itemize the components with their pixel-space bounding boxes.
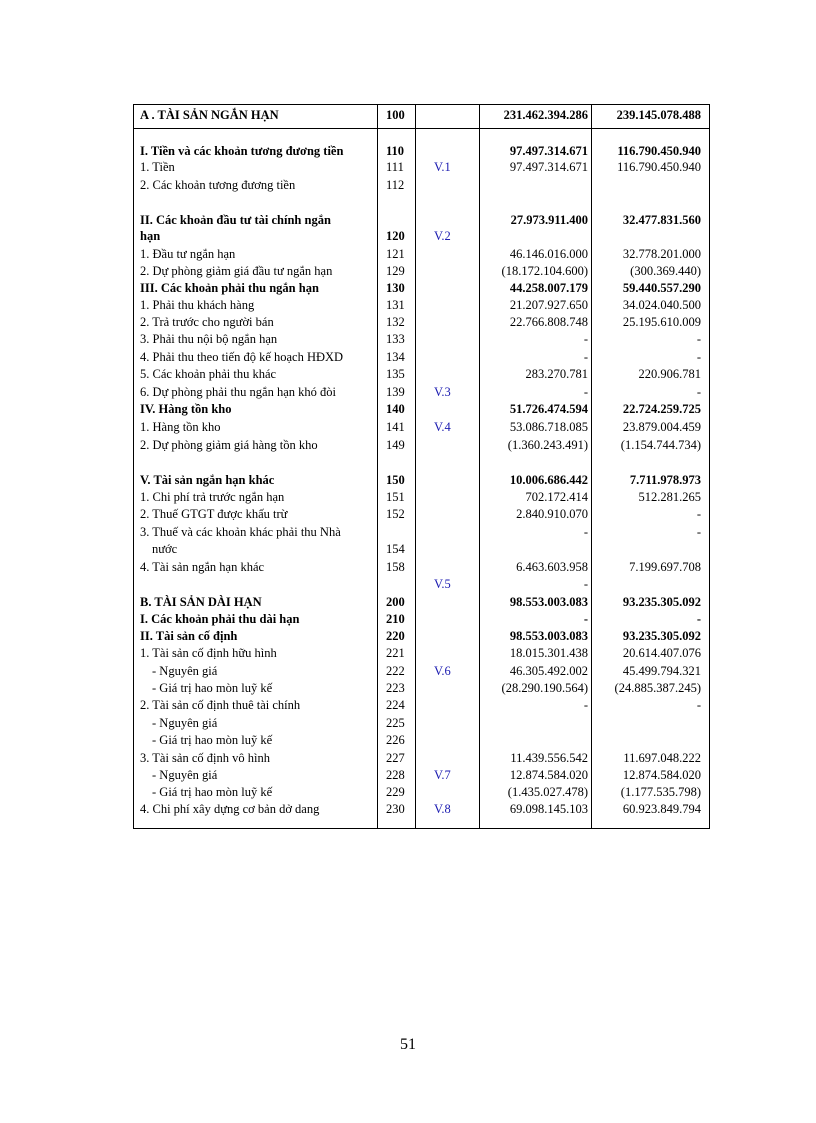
row-value-end-of-period: (28.290.190.564) — [501, 681, 588, 695]
row-label: V. Tài sản ngắn hạn khác — [140, 473, 275, 487]
row-note-ref: V.1 — [434, 160, 451, 174]
row-label: - Giá trị hao mòn luỹ kế — [152, 785, 273, 799]
row-code: 135 — [386, 367, 405, 381]
row-label: 2. Dự phòng giảm giá hàng tồn kho — [140, 438, 318, 452]
row-value-beginning-of-year: 116.790.450.940 — [617, 144, 701, 158]
row-code: 223 — [386, 681, 405, 695]
row-code: 100 — [386, 108, 405, 122]
row-code: 229 — [386, 785, 405, 799]
row-code: 158 — [386, 560, 405, 574]
row-note-ref: V.2 — [434, 229, 451, 243]
row-code: 150 — [386, 473, 405, 487]
row-value-beginning-of-year: - — [696, 350, 701, 364]
row-value-beginning-of-year: 116.790.450.940 — [617, 160, 701, 174]
row-label: - Nguyên giá — [152, 664, 218, 678]
row-value-end-of-period: - — [583, 385, 588, 399]
row-code: 134 — [386, 350, 405, 364]
row-label: - Giá trị hao mòn luỹ kế — [152, 733, 273, 747]
row-value-end-of-period: 46.305.492.002 — [509, 664, 588, 678]
row-value-end-of-period: (18.172.104.600) — [501, 264, 588, 278]
row-value-end-of-period: 11.439.556.542 — [510, 751, 588, 765]
row-value-end-of-period: 53.086.718.085 — [509, 420, 588, 434]
row-label: 1. Đầu tư ngắn hạn — [140, 247, 236, 261]
row-value-beginning-of-year: - — [696, 698, 701, 712]
row-label: 1. Tài sản cố định hữu hình — [140, 646, 277, 660]
row-label: 4. Tài sản ngắn hạn khác — [140, 560, 265, 574]
row-value-beginning-of-year: 93.235.305.092 — [622, 629, 701, 643]
row-code: 227 — [386, 751, 405, 765]
page-number: 51 — [400, 1036, 416, 1053]
row-value-beginning-of-year: (300.369.440) — [630, 264, 701, 278]
balance-sheet-table — [133, 104, 710, 829]
row-value-end-of-period: - — [583, 332, 588, 346]
row-label: I. Các khoản phải thu dài hạn — [140, 612, 300, 626]
row-value-beginning-of-year: - — [696, 525, 701, 539]
row-label: 3. Thuế và các khoản khác phải thu Nhà — [140, 525, 341, 539]
row-code: 224 — [386, 698, 405, 712]
row-code: 131 — [386, 298, 405, 312]
row-value-end-of-period: 97.497.314.671 — [509, 144, 588, 158]
row-value-beginning-of-year: 7.711.978.973 — [629, 473, 701, 487]
row-code: 230 — [386, 802, 405, 816]
row-code: 139 — [386, 385, 405, 399]
row-label: 1. Tiền — [140, 160, 175, 174]
row-label: II. Các khoản đầu tư tài chính ngắn — [140, 213, 331, 227]
column-divider-value2 — [591, 105, 592, 828]
row-value-end-of-period: 44.258.007.179 — [509, 281, 588, 295]
row-value-end-of-period: 21.207.927.650 — [509, 298, 588, 312]
row-value-beginning-of-year: 22.724.259.725 — [622, 402, 701, 416]
row-code: 222 — [386, 664, 405, 678]
row-value-beginning-of-year: (24.885.387.245) — [614, 681, 701, 695]
row-value-beginning-of-year: 60.923.849.794 — [622, 802, 701, 816]
row-value-end-of-period: 283.270.781 — [525, 367, 588, 381]
row-value-end-of-period: 27.973.911.400 — [510, 213, 588, 227]
row-code: 121 — [386, 247, 405, 261]
row-value-end-of-period: (1.435.027.478) — [507, 785, 588, 799]
row-value-end-of-period: - — [583, 350, 588, 364]
row-code: 200 — [386, 595, 405, 609]
row-label: 2. Trả trước cho người bán — [140, 315, 274, 329]
row-label: 2. Thuế GTGT được khấu trừ — [140, 507, 288, 521]
row-code: 220 — [386, 629, 405, 643]
header-row-divider — [134, 128, 709, 129]
row-label: 2. Dự phòng giảm giá đầu tư ngắn hạn — [140, 264, 333, 278]
row-label: 1. Phải thu khách hàng — [140, 298, 255, 312]
row-code: 130 — [386, 281, 405, 295]
row-label: I. Tiền và các khoản tương đương tiền — [140, 144, 344, 158]
row-code: 225 — [386, 716, 405, 730]
row-code: 141 — [386, 420, 405, 434]
row-label: hạn — [140, 229, 161, 243]
row-label: A . TÀI SẢN NGẮN HẠN — [140, 108, 279, 122]
row-code: 132 — [386, 315, 405, 329]
row-note-ref: V.7 — [434, 768, 451, 782]
row-code: 210 — [386, 612, 405, 626]
row-label: 1. Hàng tồn kho — [140, 420, 221, 434]
row-code: 133 — [386, 332, 405, 346]
row-value-end-of-period: - — [583, 577, 588, 591]
row-value-beginning-of-year: 20.614.407.076 — [622, 646, 701, 660]
row-value-end-of-period: 97.497.314.671 — [509, 160, 588, 174]
row-value-end-of-period: - — [583, 525, 588, 539]
row-value-end-of-period: 6.463.603.958 — [516, 560, 588, 574]
row-value-beginning-of-year: (1.154.744.734) — [620, 438, 701, 452]
row-note-ref: V.3 — [434, 385, 451, 399]
row-value-end-of-period: 18.015.301.438 — [509, 646, 588, 660]
row-value-beginning-of-year: 45.499.794.321 — [622, 664, 701, 678]
row-label: 2. Tài sản cố định thuê tài chính — [140, 698, 301, 712]
row-label: - Nguyên giá — [152, 768, 218, 782]
row-code: 154 — [386, 542, 405, 556]
row-code: 110 — [386, 144, 405, 158]
row-note-ref: V.4 — [434, 420, 451, 434]
row-value-end-of-period: 46.146.016.000 — [509, 247, 588, 261]
row-code: 120 — [386, 229, 405, 243]
row-label: 3. Phải thu nội bộ ngắn hạn — [140, 332, 278, 346]
row-value-end-of-period: 231.462.394.286 — [503, 108, 588, 122]
row-value-end-of-period: 98.553.003.083 — [509, 595, 588, 609]
row-value-beginning-of-year: 59.440.557.290 — [622, 281, 701, 295]
row-label: B. TÀI SẢN DÀI HẠN — [140, 595, 262, 609]
row-label: 1. Chi phí trả trước ngắn hạn — [140, 490, 285, 504]
row-code: 228 — [386, 768, 405, 782]
row-value-beginning-of-year: 23.879.004.459 — [622, 420, 701, 434]
row-value-end-of-period: - — [583, 612, 588, 626]
row-value-beginning-of-year: 34.024.040.500 — [622, 298, 701, 312]
row-value-beginning-of-year: 512.281.265 — [638, 490, 701, 504]
row-value-end-of-period: 2.840.910.070 — [516, 507, 588, 521]
row-note-ref: V.6 — [434, 664, 451, 678]
row-value-beginning-of-year: (1.177.535.798) — [620, 785, 701, 799]
row-value-beginning-of-year: 32.477.831.560 — [622, 213, 701, 227]
row-code: 221 — [386, 646, 405, 660]
column-divider-code — [377, 105, 378, 828]
row-value-beginning-of-year: - — [696, 612, 701, 626]
row-value-end-of-period: 22.766.808.748 — [509, 315, 588, 329]
row-code: 111 — [386, 160, 404, 174]
row-note-ref: V.8 — [434, 802, 451, 816]
row-value-end-of-period: 12.874.584.020 — [509, 768, 588, 782]
row-label: 2. Các khoản tương đương tiền — [140, 178, 296, 192]
row-value-end-of-period: 69.098.145.103 — [509, 802, 588, 816]
row-label: II. Tài sản cố định — [140, 629, 238, 643]
row-code: 152 — [386, 507, 405, 521]
row-value-beginning-of-year: - — [696, 385, 701, 399]
row-value-beginning-of-year: 11.697.048.222 — [623, 751, 701, 765]
row-value-beginning-of-year: - — [696, 332, 701, 346]
row-value-beginning-of-year: 220.906.781 — [638, 367, 701, 381]
row-value-end-of-period: (1.360.243.491) — [507, 438, 588, 452]
row-label: 5. Các khoản phải thu khác — [140, 367, 277, 381]
row-value-beginning-of-year: 7.199.697.708 — [629, 560, 701, 574]
row-value-end-of-period: 702.172.414 — [525, 490, 588, 504]
row-value-end-of-period: - — [583, 698, 588, 712]
row-label: IV. Hàng tồn kho — [140, 402, 232, 416]
row-label: - Nguyên giá — [152, 716, 218, 730]
row-note-ref: V.5 — [434, 577, 451, 591]
row-value-end-of-period: 10.006.686.442 — [509, 473, 588, 487]
row-label: III. Các khoản phải thu ngắn hạn — [140, 281, 319, 295]
row-code: 149 — [386, 438, 405, 452]
row-value-end-of-period: 98.553.003.083 — [509, 629, 588, 643]
row-label: 3. Tài sản cố định vô hình — [140, 751, 270, 765]
column-divider-note — [415, 105, 416, 828]
row-code: 226 — [386, 733, 405, 747]
row-label: nước — [152, 542, 178, 556]
row-code: 112 — [386, 178, 405, 192]
row-value-beginning-of-year: 32.778.201.000 — [622, 247, 701, 261]
row-value-beginning-of-year: 12.874.584.020 — [622, 768, 701, 782]
row-label: 6. Dự phòng phải thu ngắn hạn khó đòi — [140, 385, 336, 399]
row-label: 4. Phải thu theo tiến độ kế hoạch HĐXD — [140, 350, 344, 364]
row-value-end-of-period: 51.726.474.594 — [509, 402, 588, 416]
row-code: 129 — [386, 264, 405, 278]
row-label: - Giá trị hao mòn luỹ kế — [152, 681, 273, 695]
row-code: 151 — [386, 490, 405, 504]
row-value-beginning-of-year: - — [696, 507, 701, 521]
row-value-beginning-of-year: 25.195.610.009 — [622, 315, 701, 329]
column-divider-value1 — [479, 105, 480, 828]
row-code: 140 — [386, 402, 405, 416]
row-value-beginning-of-year: 93.235.305.092 — [622, 595, 701, 609]
row-label: 4. Chi phí xây dựng cơ bản dở dang — [140, 802, 320, 816]
row-value-beginning-of-year: 239.145.078.488 — [616, 108, 701, 122]
